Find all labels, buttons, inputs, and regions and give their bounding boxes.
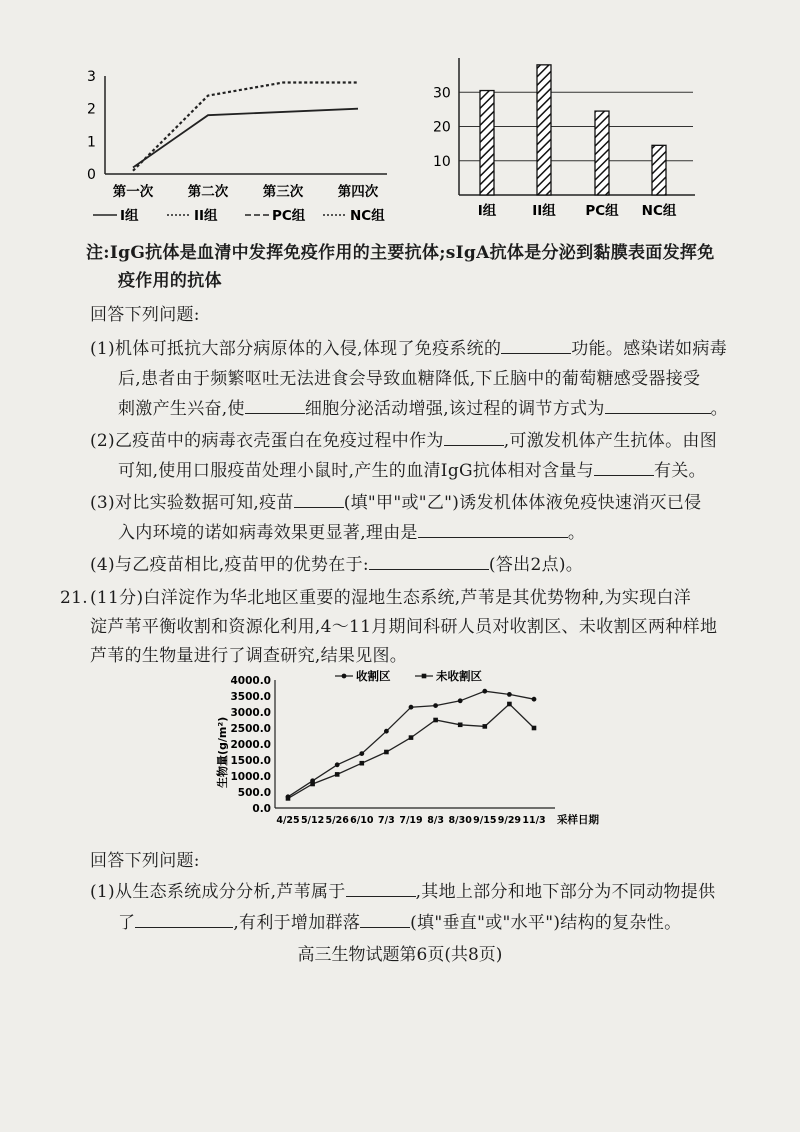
q20-intro: 回答下列问题: bbox=[90, 305, 200, 325]
q20-part1-line1: (1)机体可抵抗大部分病原体的入侵,体现了免疫系统的 功能。感染诺如病毒 bbox=[90, 339, 727, 359]
q21-intro: 回答下列问题: bbox=[90, 851, 200, 871]
c1-legend-label: PC组 bbox=[272, 208, 306, 224]
c3-point bbox=[433, 703, 438, 708]
c3-y-tick-label: 3500.0 bbox=[230, 691, 271, 703]
c1-x-tick-label: 第一次 bbox=[112, 184, 154, 200]
q20-part2-line2: 可知,使用口服疫苗处理小鼠时,产生的血清IgG抗体相对含量与 有关。 bbox=[118, 461, 706, 481]
answer-blank[interactable] bbox=[501, 337, 571, 354]
c3-legend-label: 收割区 bbox=[356, 669, 391, 683]
c1-y-tick-label: 1 bbox=[87, 134, 96, 151]
c3-x-tick-label: 7/19 bbox=[399, 815, 423, 826]
c2-y-tick-label: 20 bbox=[433, 119, 451, 136]
c3-point bbox=[482, 689, 487, 694]
c2-x-tick-label: II组 bbox=[532, 203, 556, 219]
c3-point bbox=[507, 702, 512, 707]
c1-y-tick-label: 3 bbox=[87, 69, 96, 85]
c2-bar bbox=[595, 111, 609, 195]
c1-x-tick-label: 第二次 bbox=[187, 184, 229, 200]
q20-part2-line1: (2)乙疫苗中的病毒衣壳蛋白在免疫过程中作为 ,可激发机体产生抗体。由图 bbox=[90, 431, 717, 451]
c3-point bbox=[507, 692, 512, 697]
c2-y-tick-label: 10 bbox=[433, 153, 451, 170]
c3-point bbox=[286, 796, 291, 801]
c3-point bbox=[310, 782, 315, 787]
q21-line1: 21. (11分)白洋淀作为华北地区重要的湿地生态系统,芦苇是其优势物种,为实现白洋 bbox=[60, 588, 692, 608]
page-footer: 高三生物试题第6页(共8页) bbox=[297, 945, 503, 965]
c3-x-tick-label: 11/3 bbox=[522, 815, 546, 826]
answer-blank[interactable] bbox=[346, 880, 416, 897]
c2-x-tick-label: NC组 bbox=[641, 203, 677, 219]
c2-x-tick-label: I组 bbox=[477, 203, 497, 219]
c2-y-tick-label: 30 bbox=[433, 85, 451, 102]
answer-blank[interactable] bbox=[135, 911, 233, 928]
c1-legend-label: I组 bbox=[120, 208, 139, 224]
c1-legend-label: II组 bbox=[194, 208, 218, 224]
c2-bar bbox=[480, 91, 494, 195]
answer-blank[interactable] bbox=[418, 521, 568, 538]
c3-x-tick-label: 4/25 bbox=[276, 815, 300, 826]
c2-bar bbox=[537, 65, 551, 195]
c3-x-tick-label: 9/29 bbox=[497, 815, 522, 826]
c3-point bbox=[409, 705, 414, 710]
c1-series-line bbox=[133, 83, 358, 171]
answer-blank[interactable] bbox=[360, 911, 410, 928]
answer-blank[interactable] bbox=[245, 397, 305, 414]
c3-x-tick-label: 9/15 bbox=[473, 815, 497, 826]
c3-point bbox=[409, 735, 414, 740]
c3-point bbox=[335, 772, 340, 777]
q20-part1-line2: 后,患者由于频繁呕吐无法进食会导致血糖降低,下丘脑中的葡萄糖感受器接受 bbox=[118, 369, 701, 389]
siga-bar-chart bbox=[425, 52, 715, 232]
q20-part3-line2: 入内环境的诺如病毒效果更显著,理由是 。 bbox=[118, 523, 586, 543]
c3-x-axis-label: 采样日期 bbox=[557, 814, 599, 826]
c3-point bbox=[458, 723, 463, 728]
c3-x-tick-label: 8/30 bbox=[448, 815, 472, 826]
c1-y-tick-label: 0 bbox=[87, 167, 96, 183]
q21-line3: 芦苇的生物量进行了调查研究,结果见图。 bbox=[90, 646, 408, 666]
q21-line2: 淀芦苇平衡收割和资源化利用,4～11月期间科研人员对收割区、未收割区两种样地 bbox=[90, 617, 718, 637]
c3-y-tick-label: 3000.0 bbox=[230, 707, 271, 719]
c3-y-tick-label: 4000.0 bbox=[230, 675, 271, 687]
answer-blank[interactable] bbox=[605, 397, 711, 414]
note-line-2: 疫作用的抗体 bbox=[118, 271, 222, 291]
q20-part4: (4)与乙疫苗相比,疫苗甲的优势在于: (答出2点)。 bbox=[90, 555, 584, 575]
c3-point bbox=[433, 718, 438, 723]
c3-point bbox=[532, 726, 537, 731]
c3-y-tick-label: 2000.0 bbox=[230, 739, 271, 751]
c3-series-line bbox=[288, 704, 534, 798]
c3-x-tick-label: 5/12 bbox=[300, 815, 325, 826]
q20-part3-line1: (3)对比实验数据可知,疫苗 (填"甲"或"乙")诱发机体体液免疫快速消灭已侵 bbox=[90, 493, 702, 513]
c2-bar bbox=[652, 145, 666, 195]
c3-legend-label: 未收割区 bbox=[436, 669, 482, 683]
c3-x-tick-label: 8/3 bbox=[427, 815, 444, 826]
igg-line-chart bbox=[75, 62, 405, 232]
c3-point bbox=[384, 729, 389, 734]
c3-point bbox=[335, 762, 340, 767]
c3-point bbox=[458, 698, 463, 703]
answer-blank[interactable] bbox=[594, 459, 654, 476]
c3-y-tick-label: 2500.0 bbox=[230, 723, 271, 735]
biomass-line-chart bbox=[200, 668, 640, 840]
q20-part1-line3: 刺激产生兴奋,使 细胞分泌活动增强,该过程的调节方式为 。 bbox=[118, 399, 728, 419]
c1-y-tick-label: 2 bbox=[87, 101, 96, 118]
c3-x-tick-label: 5/26 bbox=[325, 815, 349, 826]
c3-legend-marker bbox=[342, 674, 347, 679]
c3-point bbox=[360, 761, 365, 766]
q21-part1-line1: (1)从生态系统成分分析,芦苇属于 ,其地上部分和地下部分为不同动物提供 bbox=[90, 882, 716, 902]
c3-point bbox=[359, 751, 364, 756]
c3-legend-marker bbox=[422, 674, 427, 679]
c3-y-tick-label: 0.0 bbox=[252, 803, 271, 815]
q21-part1-line2: 了 ,有利于增加群落 (填"垂直"或"水平")结构的复杂性。 bbox=[118, 913, 682, 933]
c3-x-tick-label: 6/10 bbox=[350, 815, 374, 826]
note-line-1: 注:IgG抗体是血清中发挥免疫作用的主要抗体;sIgA抗体是分泌到黏膜表面发挥免 bbox=[86, 243, 715, 263]
c2-x-tick-label: PC组 bbox=[585, 203, 619, 219]
c3-y-axis-label: 生物量(g/m²) bbox=[216, 716, 229, 788]
c3-x-tick-label: 7/3 bbox=[378, 815, 395, 826]
answer-blank[interactable] bbox=[369, 553, 489, 570]
c3-point bbox=[384, 750, 389, 755]
answer-blank[interactable] bbox=[294, 491, 344, 508]
c3-point bbox=[483, 724, 488, 729]
c1-legend-label: NC组 bbox=[350, 208, 385, 224]
answer-blank[interactable] bbox=[444, 429, 504, 446]
q21-number: 21. bbox=[60, 588, 88, 608]
c1-x-tick-label: 第三次 bbox=[262, 184, 304, 200]
c1-x-tick-label: 第四次 bbox=[337, 184, 379, 200]
c3-y-tick-label: 1500.0 bbox=[230, 755, 271, 767]
c3-y-tick-label: 500.0 bbox=[237, 787, 271, 799]
c3-y-tick-label: 1000.0 bbox=[230, 771, 271, 783]
c3-point bbox=[532, 697, 537, 702]
